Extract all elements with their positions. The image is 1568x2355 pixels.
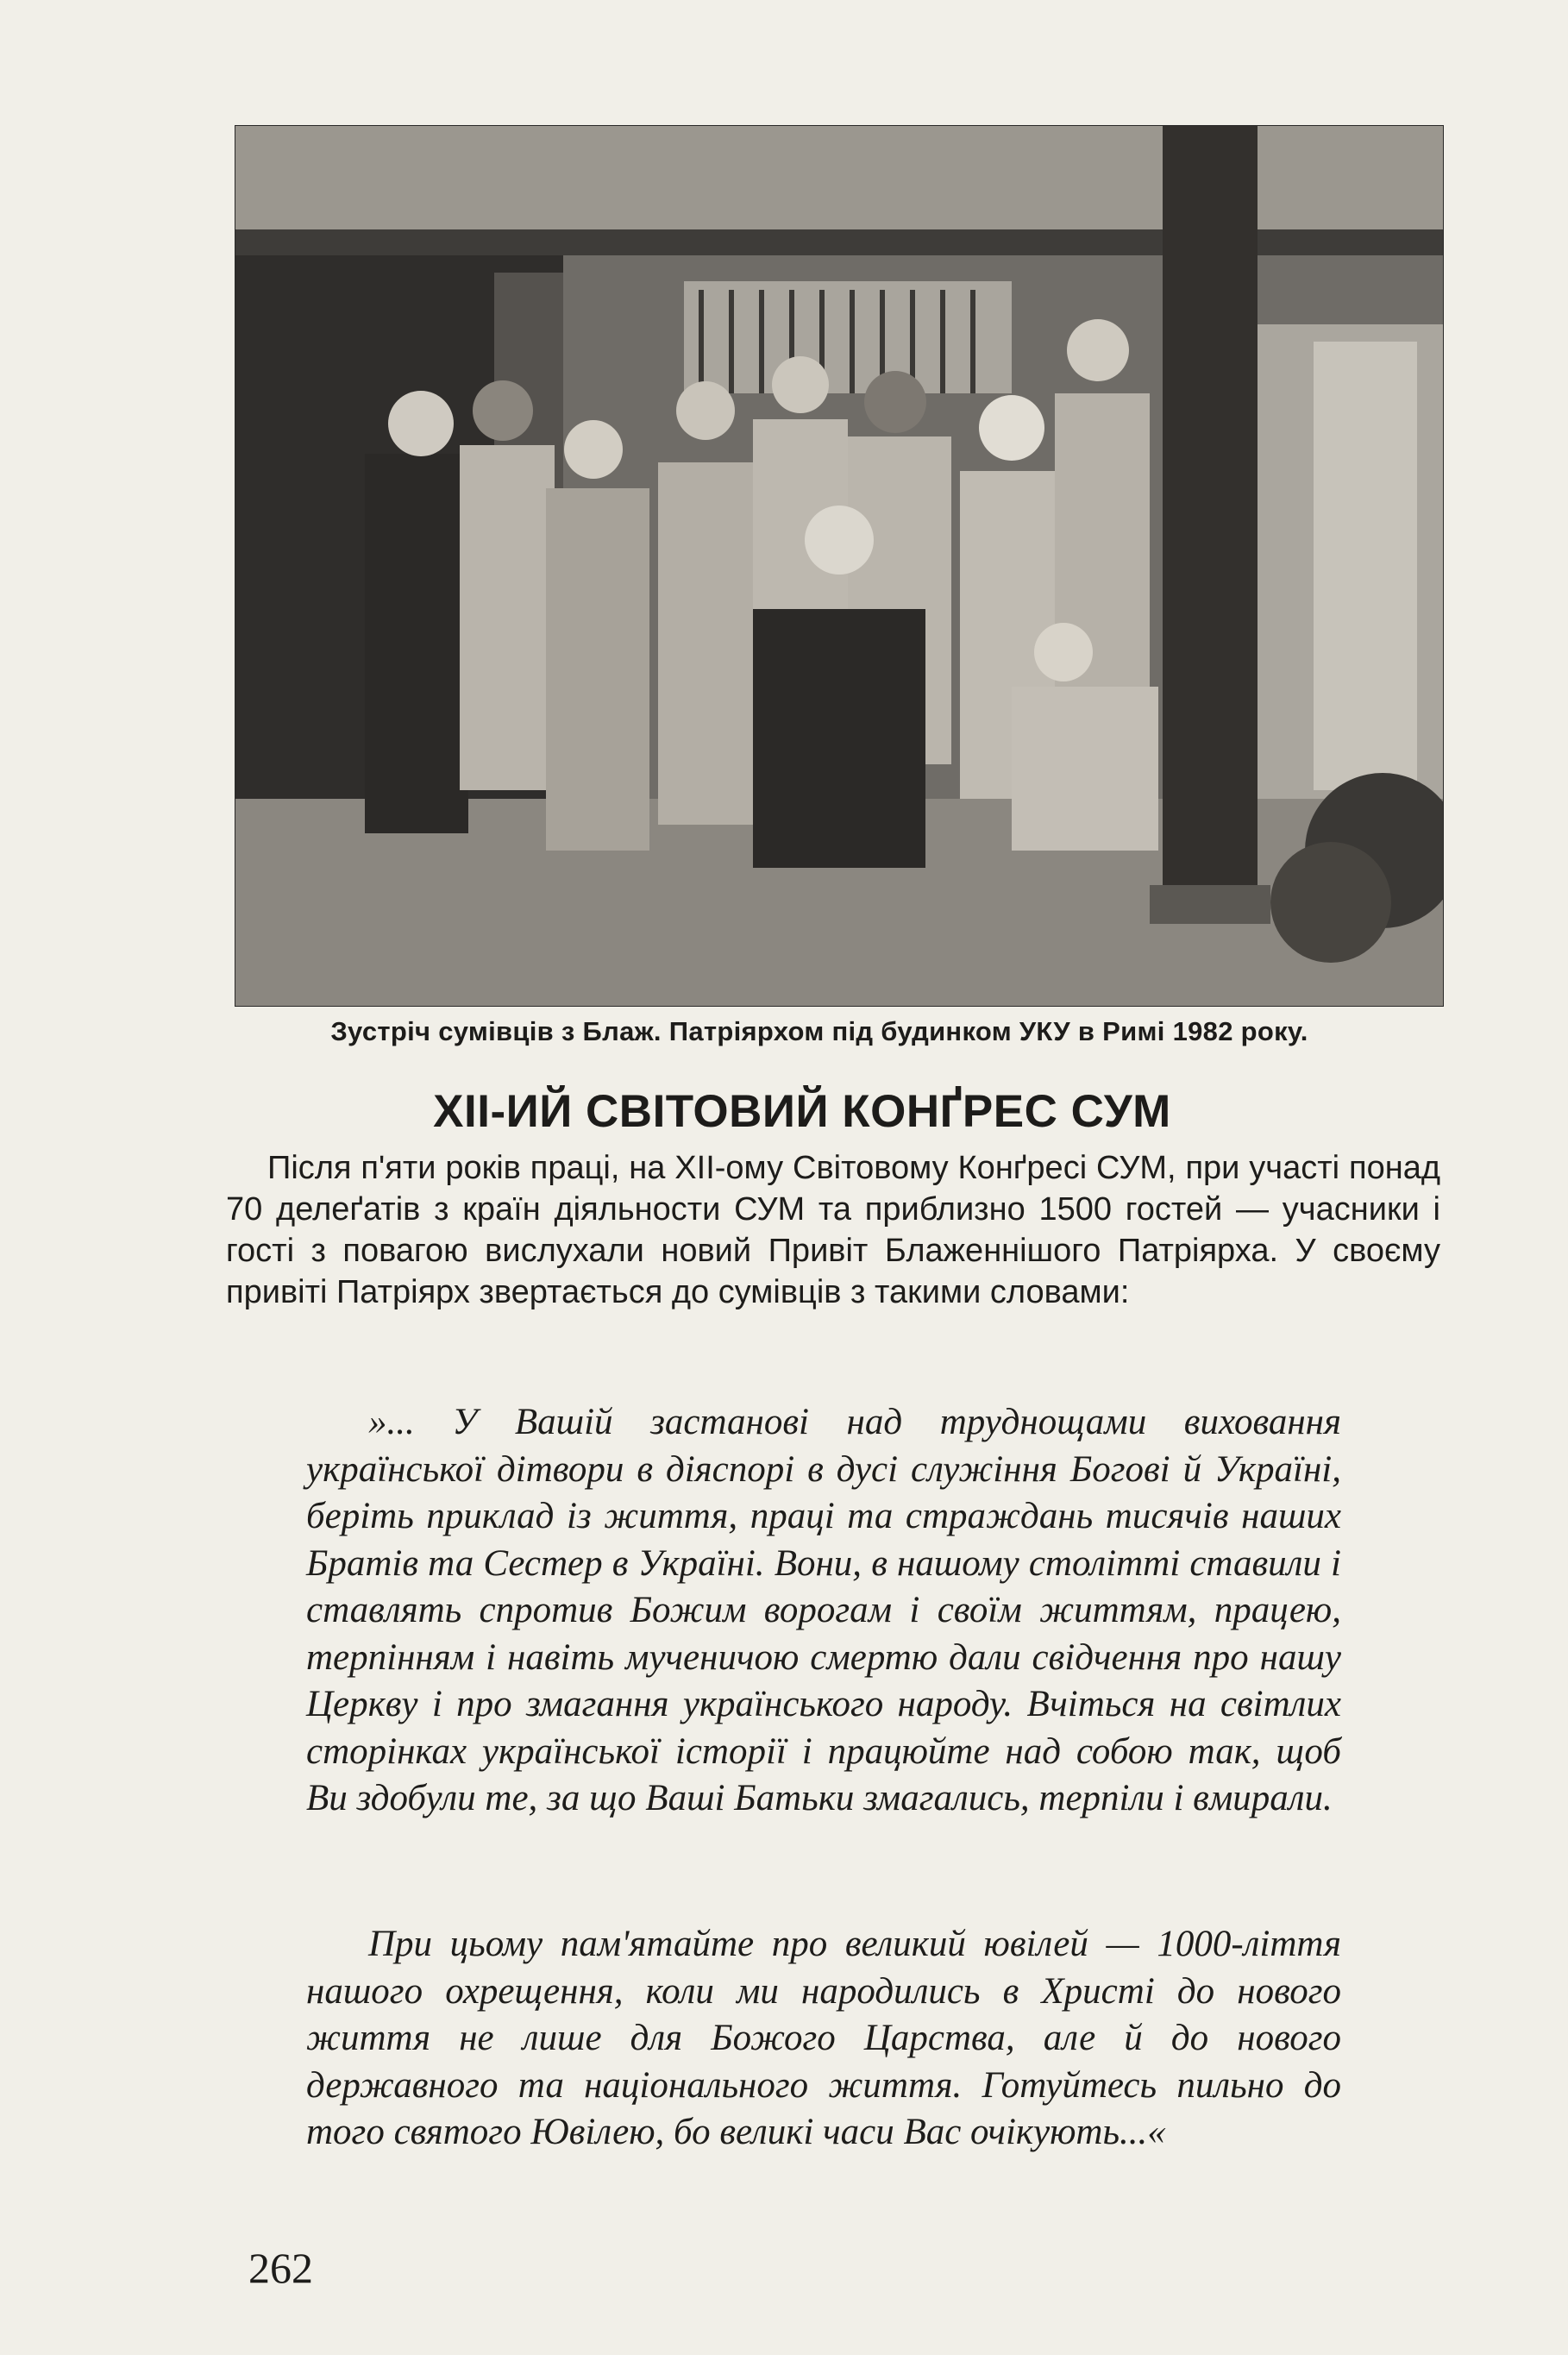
photo-caption: Зустріч сумівців з Блаж. Патріярхом під будинком УКУ в Римі 1982 року.: [330, 1016, 1308, 1046]
quote-paragraph-2: При цьому пам'ятайте про великий ювілей — 1000-ліття нашого охрещення, коли ми народились в Христі до нового життя не лише для Божого Царства, але й до нового державного та національного життя. Готуйтесь пильно до того святого Ювілею, бо великі часи Вас очікують...«: [306, 1924, 1341, 2152]
section-heading: XII-ИЙ СВІТОВИЙ КОНҐРЕС СУМ: [433, 1086, 1171, 1137]
body-paragraph: Після п'яти років праці, на XII-ому Світовому Конґресі СУМ, при участі понад 70 делеґатів з країн діяльности СУМ та приблизно 1500 гостей — учасники і гості з повагою вислухали новий Привіт Блаженнішого Патріярха. У своєму привіті Патріярх звертається до сумівців з такими словами:: [226, 1150, 1440, 1310]
photo-image: [235, 126, 1443, 1006]
group-photo: [235, 125, 1444, 1007]
quote-paragraph-1: »... У Вашій застанові над труднощами виховання української дітвори в діяспорі в дусі служіння Богові й Україні, беріть приклад із життя, праці та страждань тисячів наших Братів та Сестер в Україні. Вони, в нашому столітті ставили і ставлять спротив Божим ворогам і своїм життям, працею, терпінням і навіть мученичою смертю дали свідчення про нашу Церкву і про змагання українського народу. Вчіться на світлих сторінках української історії і працюйте над собою так, щоб Ви здобули те, за що Ваші Батьки змагались, терпіли і вмирали.: [306, 1402, 1341, 1818]
page-number: 262: [248, 2244, 313, 2292]
